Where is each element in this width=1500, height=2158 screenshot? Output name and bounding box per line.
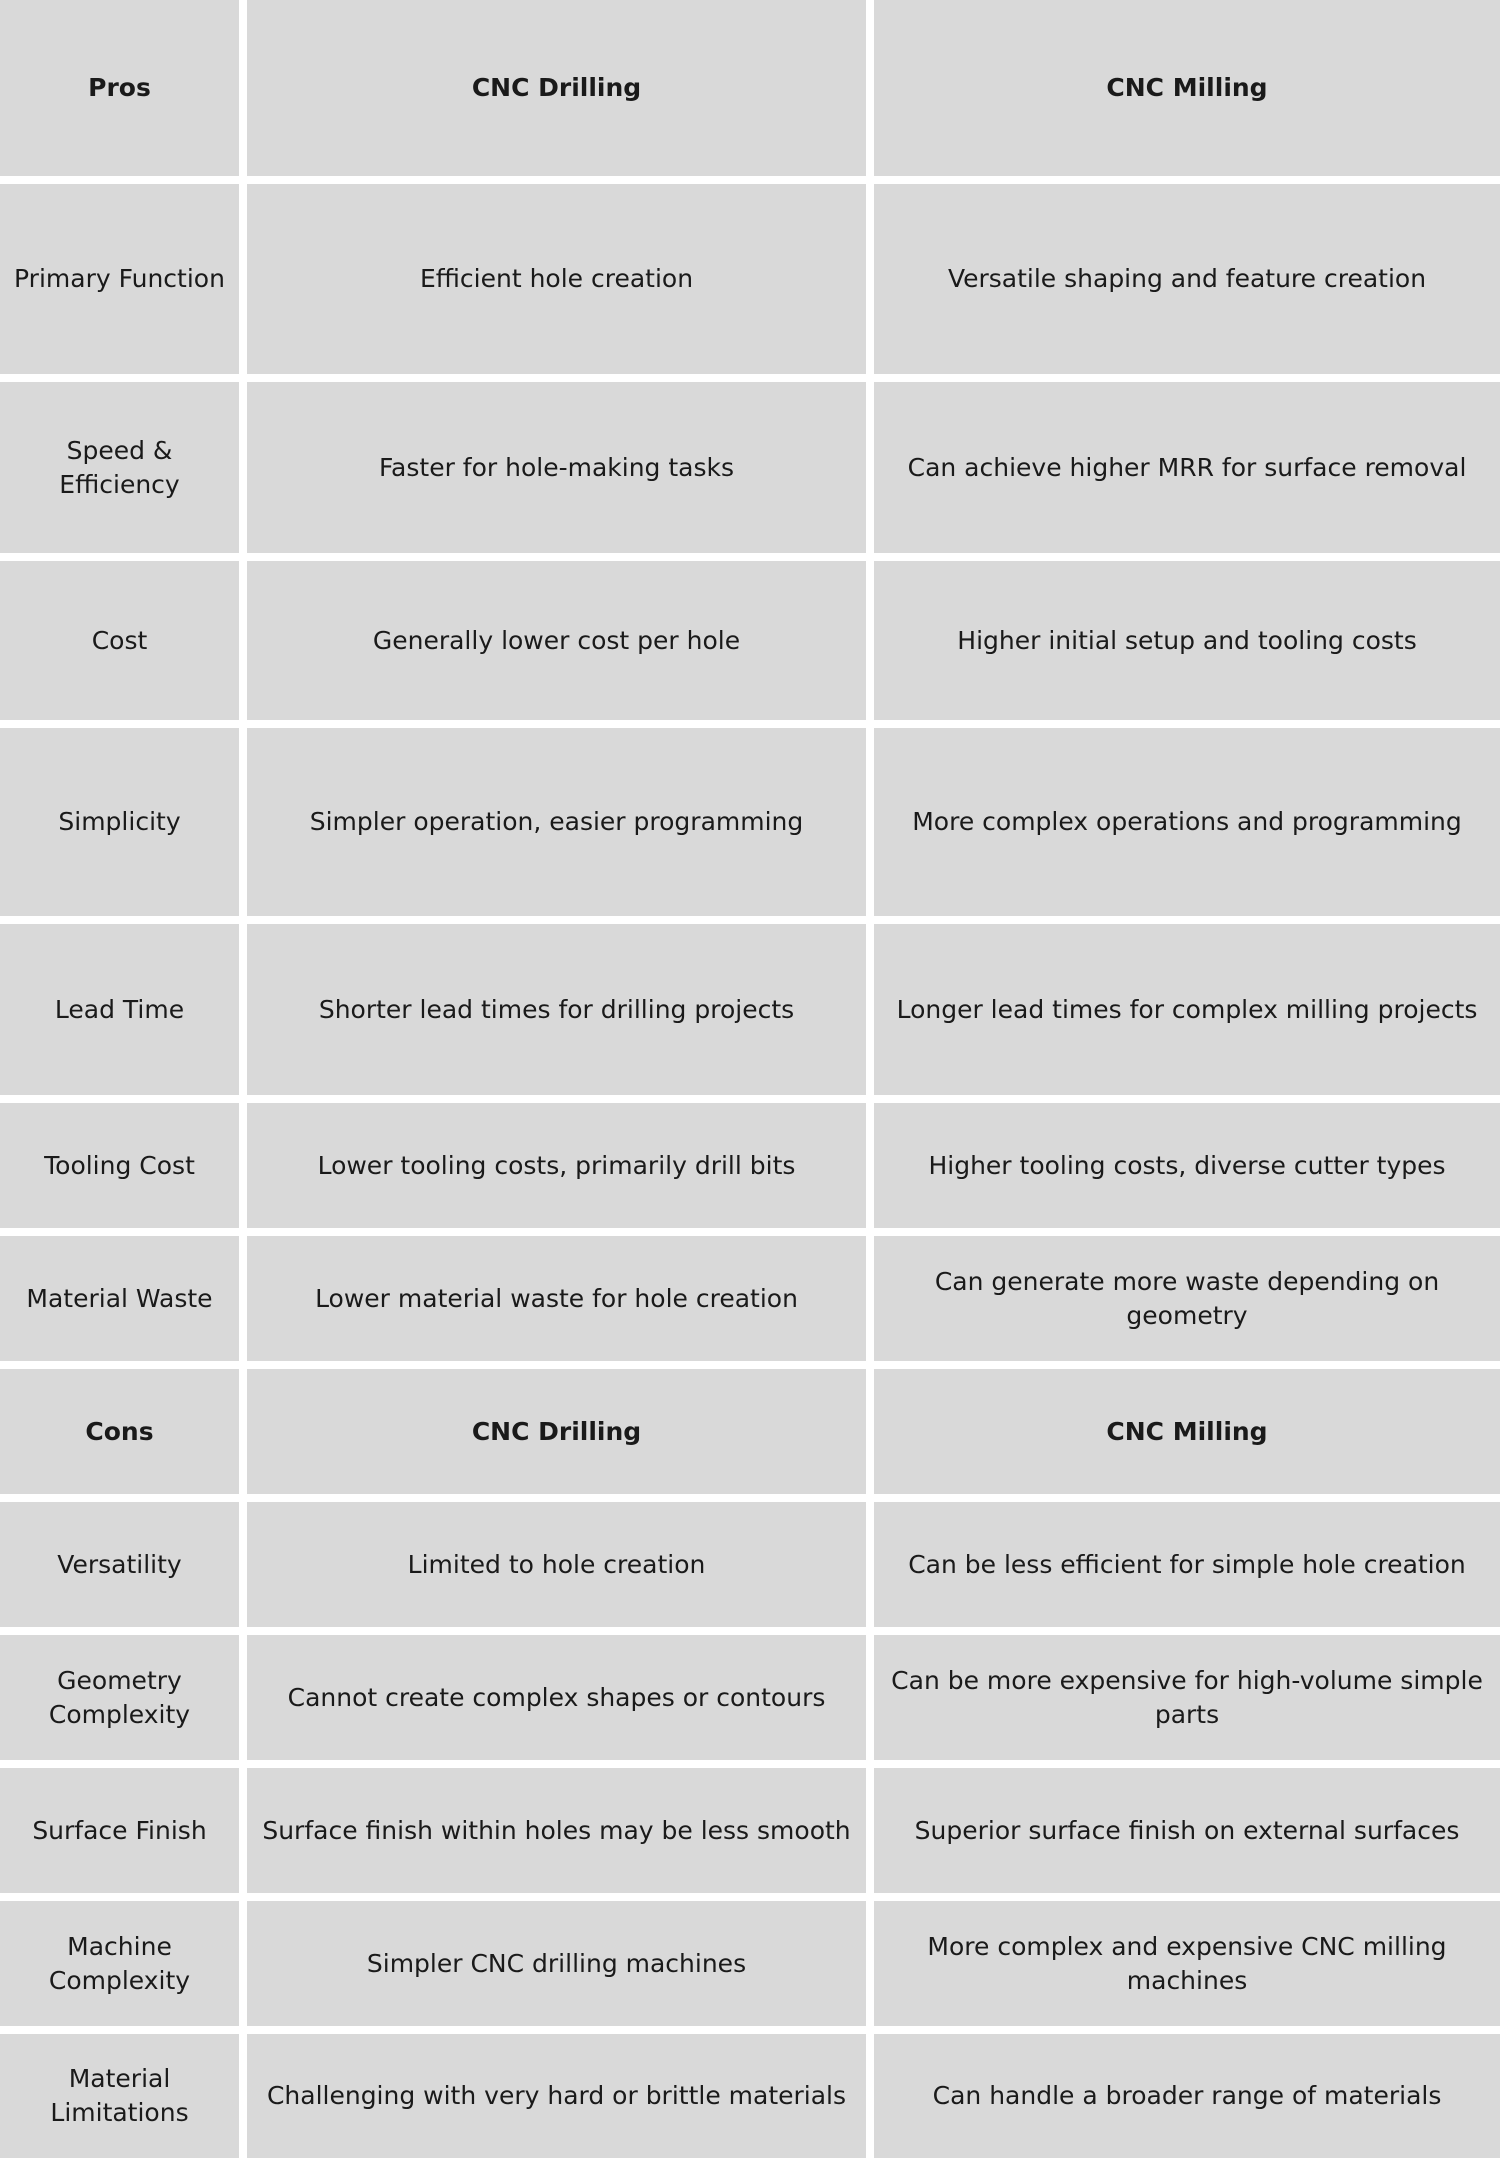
milling-machine-complexity: More complex and expensive CNC milling machines	[874, 1901, 1500, 2026]
row-label-speed-efficiency: Speed & Efficiency	[0, 382, 239, 553]
row-label-tooling-cost: Tooling Cost	[0, 1103, 239, 1228]
pros-header-label: Pros	[0, 0, 239, 176]
drilling-primary-function: Efficient hole creation	[247, 184, 866, 374]
drilling-machine-complexity: Simpler CNC drilling machines	[247, 1901, 866, 2026]
milling-lead-time: Longer lead times for complex milling projects	[874, 924, 1500, 1095]
row-label-lead-time: Lead Time	[0, 924, 239, 1095]
milling-surface-finish: Superior surface finish on external surfaces	[874, 1768, 1500, 1893]
drilling-lead-time: Shorter lead times for drilling projects	[247, 924, 866, 1095]
row-label-versatility: Versatility	[0, 1502, 239, 1627]
row-label-cost: Cost	[0, 561, 239, 720]
drilling-simplicity: Simpler operation, easier programming	[247, 728, 866, 916]
row-label-surface-finish: Surface Finish	[0, 1768, 239, 1893]
row-label-primary-function: Primary Function	[0, 184, 239, 374]
milling-speed-efficiency: Can achieve higher MRR for surface removal	[874, 382, 1500, 553]
milling-primary-function: Versatile shaping and feature creation	[874, 184, 1500, 374]
milling-simplicity: More complex operations and programming	[874, 728, 1500, 916]
cons-header-drilling: CNC Drilling	[247, 1369, 866, 1494]
milling-tooling-cost: Higher tooling costs, diverse cutter types	[874, 1103, 1500, 1228]
drilling-tooling-cost: Lower tooling costs, primarily drill bits	[247, 1103, 866, 1228]
row-label-machine-complexity: Machine Complexity	[0, 1901, 239, 2026]
drilling-cost: Generally lower cost per hole	[247, 561, 866, 720]
milling-versatility: Can be less efficient for simple hole creation	[874, 1502, 1500, 1627]
milling-cost: Higher initial setup and tooling costs	[874, 561, 1500, 720]
milling-material-waste: Can generate more waste depending on geometry	[874, 1236, 1500, 1361]
drilling-surface-finish: Surface finish within holes may be less smooth	[247, 1768, 866, 1893]
cons-header-milling: CNC Milling	[874, 1369, 1500, 1494]
milling-material-limitations: Can handle a broader range of materials	[874, 2034, 1500, 2158]
drilling-material-limitations: Challenging with very hard or brittle materials	[247, 2034, 866, 2158]
pros-header-milling: CNC Milling	[874, 0, 1500, 176]
drilling-speed-efficiency: Faster for hole-making tasks	[247, 382, 866, 553]
drilling-versatility: Limited to hole creation	[247, 1502, 866, 1627]
row-label-simplicity: Simplicity	[0, 728, 239, 916]
row-label-geometry-complexity: Geometry Complexity	[0, 1635, 239, 1760]
pros-header-drilling: CNC Drilling	[247, 0, 866, 176]
milling-geometry-complexity: Can be more expensive for high-volume simple parts	[874, 1635, 1500, 1760]
row-label-material-waste: Material Waste	[0, 1236, 239, 1361]
row-label-material-limitations: Material Limitations	[0, 2034, 239, 2158]
drilling-geometry-complexity: Cannot create complex shapes or contours	[247, 1635, 866, 1760]
drilling-material-waste: Lower material waste for hole creation	[247, 1236, 866, 1361]
cons-header-label: Cons	[0, 1369, 239, 1494]
